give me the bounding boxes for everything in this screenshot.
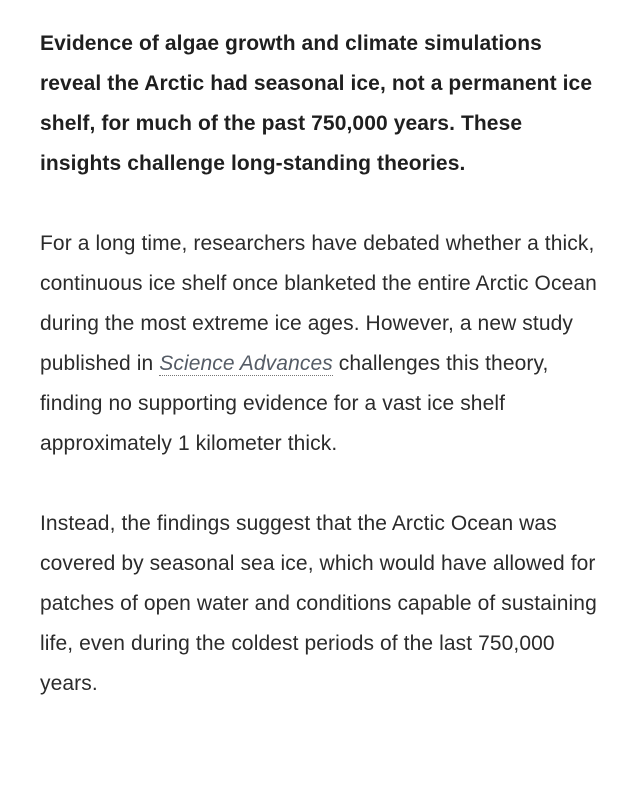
article-paragraph: Instead, the findings suggest that the Arctic Ocean was covered by seasonal sea ice, which would have allowed for patches of open water and conditions capable of sustaining life, even during the coldest periods of the last 750,000 years. [40, 512, 597, 695]
paragraph-text: For a long time, researchers have debated whether a thick, continuous ice shelf once blanketed the entire Arctic Ocean during the most extreme ice ages. However, a new study published in [40, 232, 597, 375]
article-lead: Evidence of algae growth and climate simulations reveal the Arctic had seasonal ice, not a permanent ice shelf, for much of the past 750,000 years. These insights challenge long-standing theories. [40, 32, 593, 175]
article-paragraph [40, 224, 608, 464]
article-body [40, 24, 608, 744]
journal-link[interactable]: Science Advances [159, 352, 333, 375]
paragraph-text: challenges this theory, finding no supporting evidence for a vast ice shelf approximately 1 kilometer thick. [40, 352, 549, 455]
